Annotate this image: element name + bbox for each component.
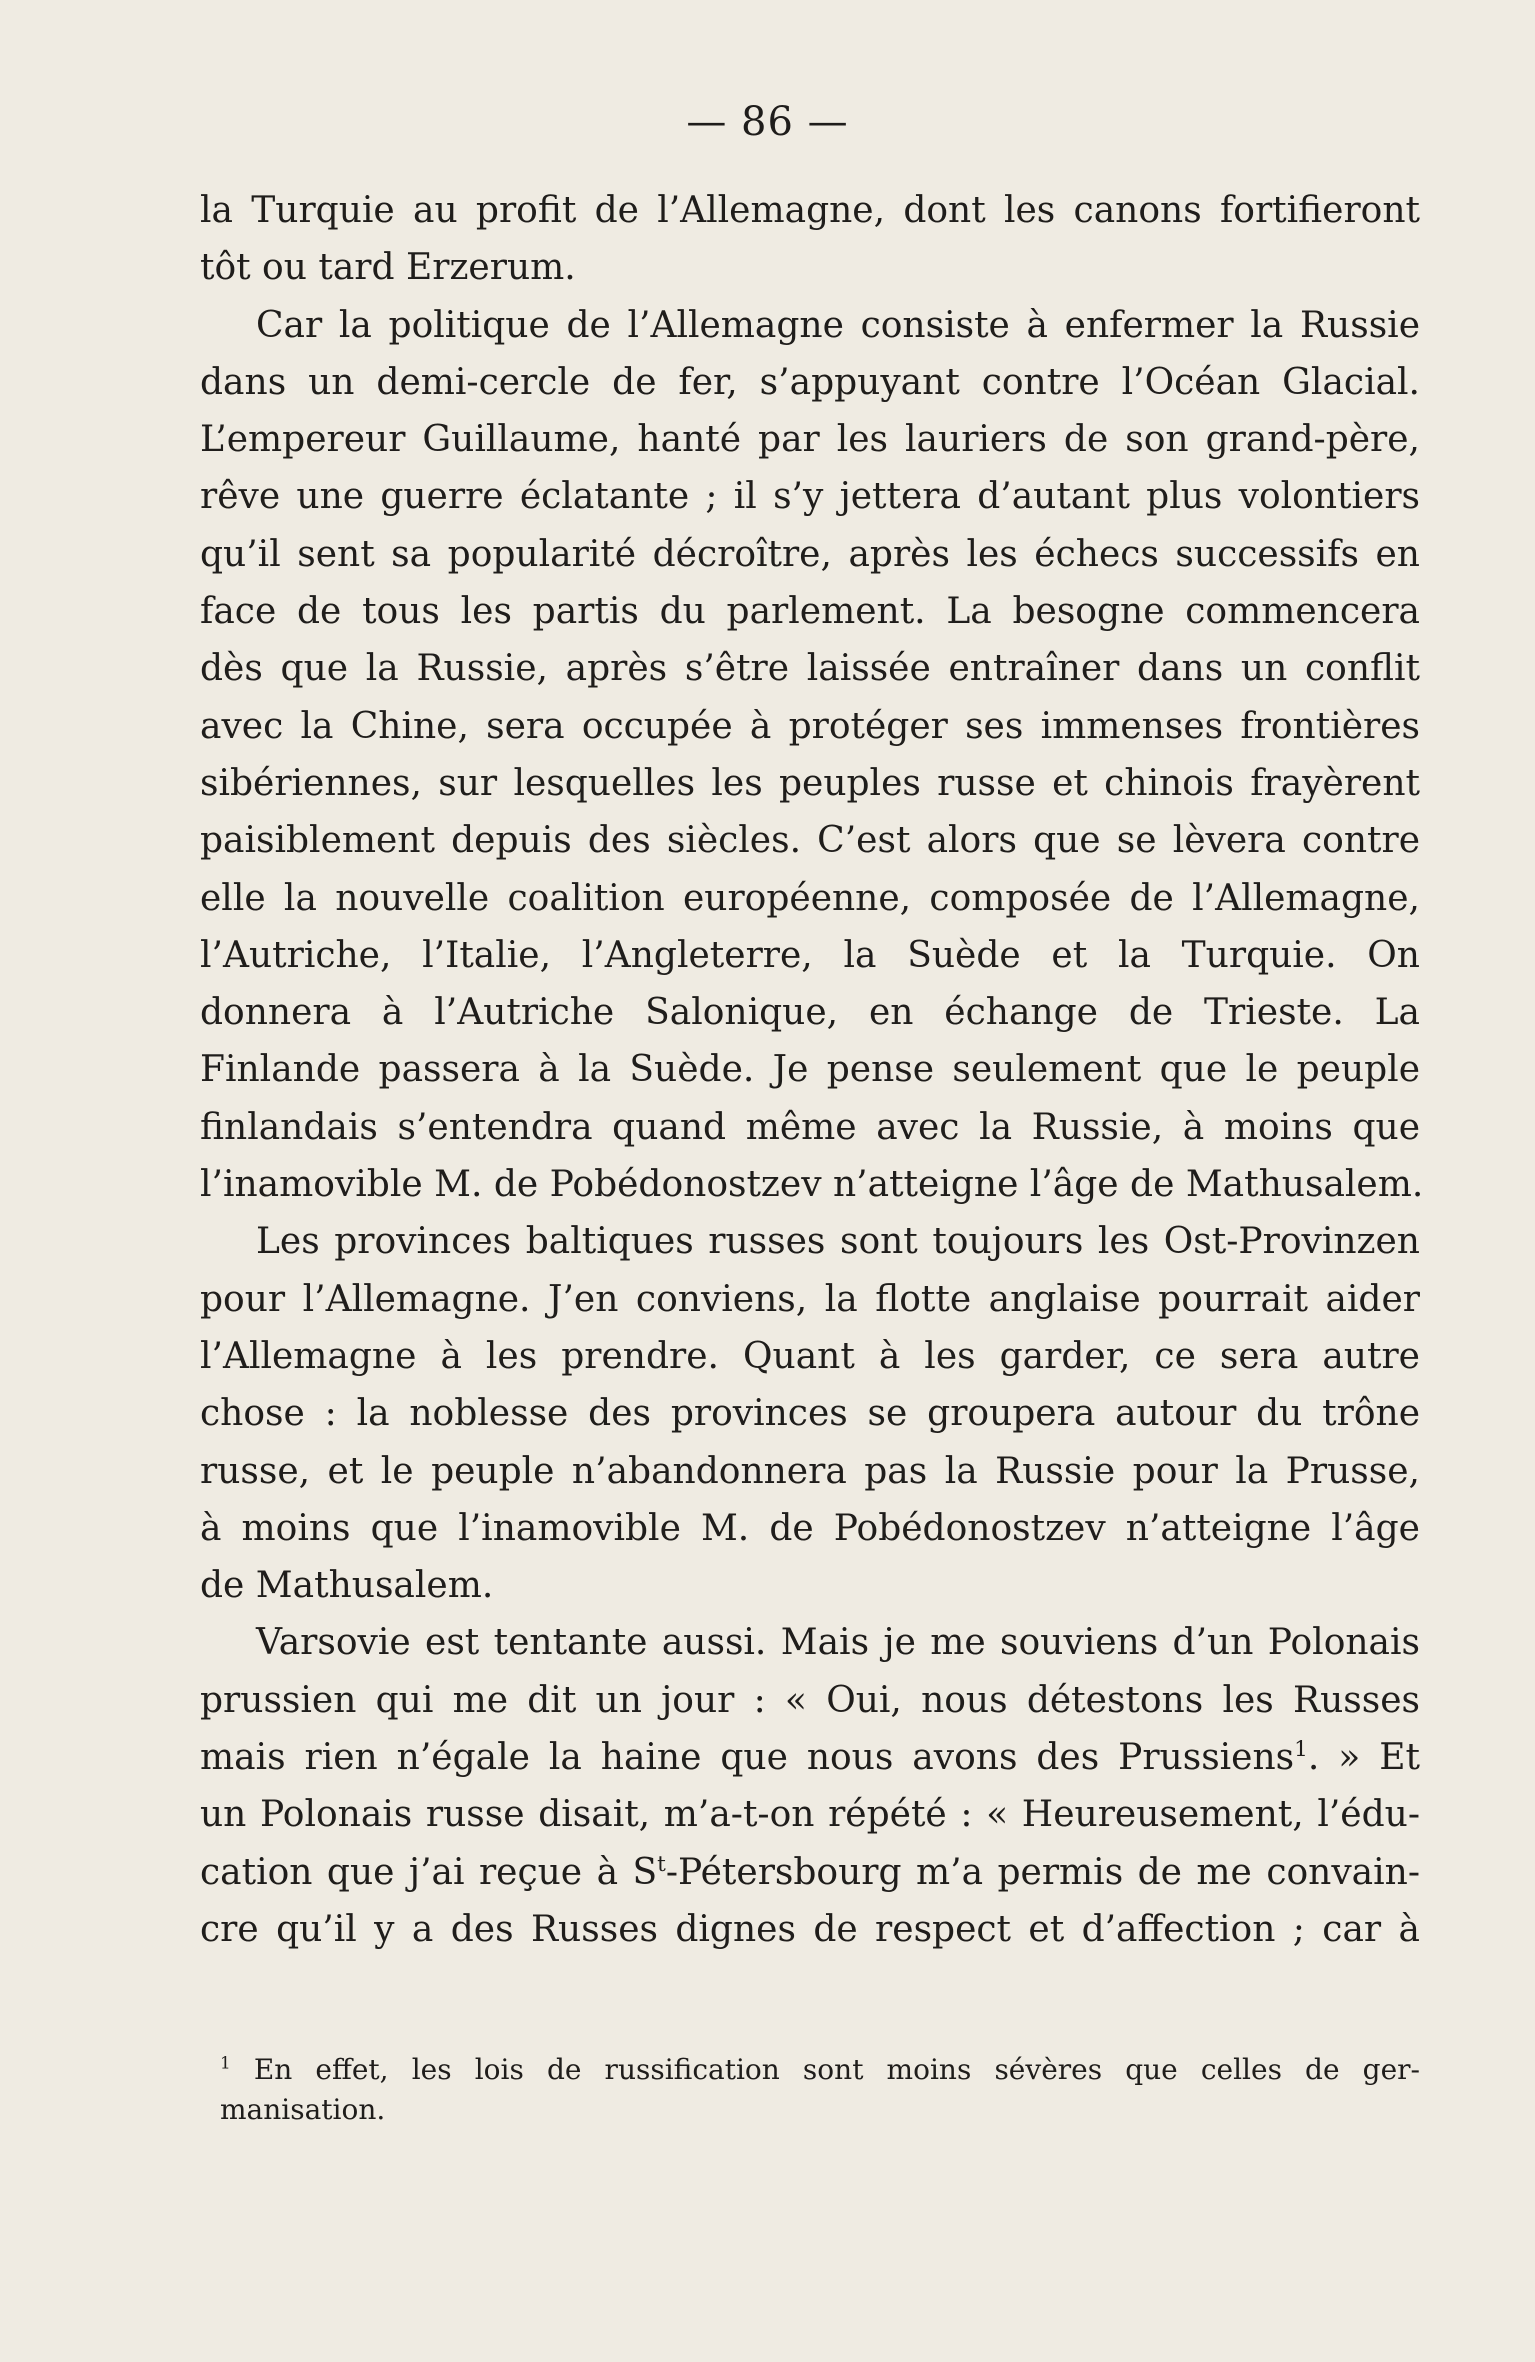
paragraph-4 (200, 1614, 1420, 1958)
text-line: paisiblement depuis des siècles. C’est alors que se lèvera contre (200, 820, 1420, 862)
text-segment: . » Et (1307, 1737, 1420, 1779)
paragraph-3 (200, 1213, 1420, 1614)
text-line: russe, et le peuple n’abandonnera pas la Russie pour la Prusse, (200, 1450, 1420, 1492)
text-line: un Polonais russe disait, m’a-t-on répété : « Heureusement, l’édu- (200, 1794, 1420, 1836)
text-line: avec la Chine, sera occupée à protéger ses immenses frontières (200, 705, 1420, 747)
text-line: à moins que l’inamovible M. de Pobédonostzev n’atteigne l’âge (200, 1507, 1420, 1549)
footnote (220, 2050, 1420, 2130)
text-line: finlandais s’entendra quand même avec la Russie, à moins que (200, 1106, 1420, 1148)
text-line: dans un demi-cercle de fer, s’appuyant contre l’Océan Glacial. (200, 361, 1420, 403)
body-text (200, 182, 1424, 1958)
text-segment: -Pétersbourg m’a permis de me convain- (665, 1851, 1421, 1893)
text-segment: cation que j’ai reçue à S (200, 1851, 658, 1893)
text-line: face de tous les partis du parlement. La besogne commencera (200, 591, 1420, 633)
text-line: Les provinces baltiques russes sont toujours les Ost-Provinzen (256, 1221, 1420, 1263)
paragraph-1 (200, 182, 1420, 297)
text-line: l’Allemagne à les prendre. Quant à les garder, ce sera autre (200, 1335, 1420, 1377)
text-line: pour l’Allemagne. J’en conviens, la flotte anglaise pourrait aider (200, 1278, 1420, 1320)
text-line: l’Autriche, l’Italie, l’Angleterre, la Suède et la Turquie. On (200, 934, 1420, 976)
text-line: l’inamovible M. de Pobédonostzev n’atteigne l’âge de Mathusalem. (200, 1164, 1424, 1206)
text-line: de Mathusalem. (200, 1565, 494, 1607)
text-line: L’empereur Guillaume, hanté par les lauriers de son grand-père, (200, 419, 1420, 461)
text-line: Varsovie est tentante aussi. Mais je me souviens d’un Polonais (256, 1622, 1420, 1664)
superscript-abbrev: t (657, 1851, 666, 1877)
text-line: tôt ou tard Erzerum. (200, 247, 576, 289)
text-line: sibériennes, sur lesquelles les peuples russe et chinois frayèrent (200, 762, 1420, 804)
text-line: Car la politique de l’Allemagne consiste à enfermer la Russie (256, 304, 1420, 346)
text-line: prussien qui me dit un jour : « Oui, nous détestons les Russes (200, 1679, 1420, 1721)
footnote-line (220, 2050, 1420, 2090)
text-line: dès que la Russie, après s’être laissée entraîner dans un conflit (200, 648, 1420, 690)
text-line: la Turquie au profit de l’Allemagne, dont les canons fortifieront (200, 190, 1420, 231)
text-line: rêve une guerre éclatante ; il s’y jettera d’autant plus volontiers (200, 476, 1420, 518)
text-line: donnera à l’Autriche Salonique, en échange de Trieste. La (200, 992, 1420, 1034)
page-number: — 86 — (686, 99, 849, 145)
text-line: Finlande passera à la Suède. Je pense seulement que le peuple (200, 1049, 1420, 1091)
text-line-with-superscript (200, 1844, 1420, 1901)
text-line: elle la nouvelle coalition européenne, composée de l’Allemagne, (200, 877, 1420, 919)
text-line: chose : la noblesse des provinces se groupera autour du trône (200, 1393, 1420, 1435)
footnote-reference: 1 (1294, 1737, 1308, 1763)
text-line-with-footnote-ref (200, 1729, 1420, 1786)
paragraph-2 (200, 297, 1424, 1214)
footnote-marker: 1 (220, 2052, 231, 2073)
text-line: cre qu’il y a des Russes dignes de respect et d’affection ; car à (200, 1908, 1420, 1950)
text-segment: En effet, les lois de russification sont moins sévères que celles de ger- (253, 2053, 1421, 2086)
footnote-line: manisation. (220, 2093, 386, 2126)
text-segment: mais rien n’égale la haine que nous avons des Prussiens (200, 1737, 1295, 1779)
text-line: qu’il sent sa popularité décroître, après les échecs successifs en (200, 533, 1420, 575)
